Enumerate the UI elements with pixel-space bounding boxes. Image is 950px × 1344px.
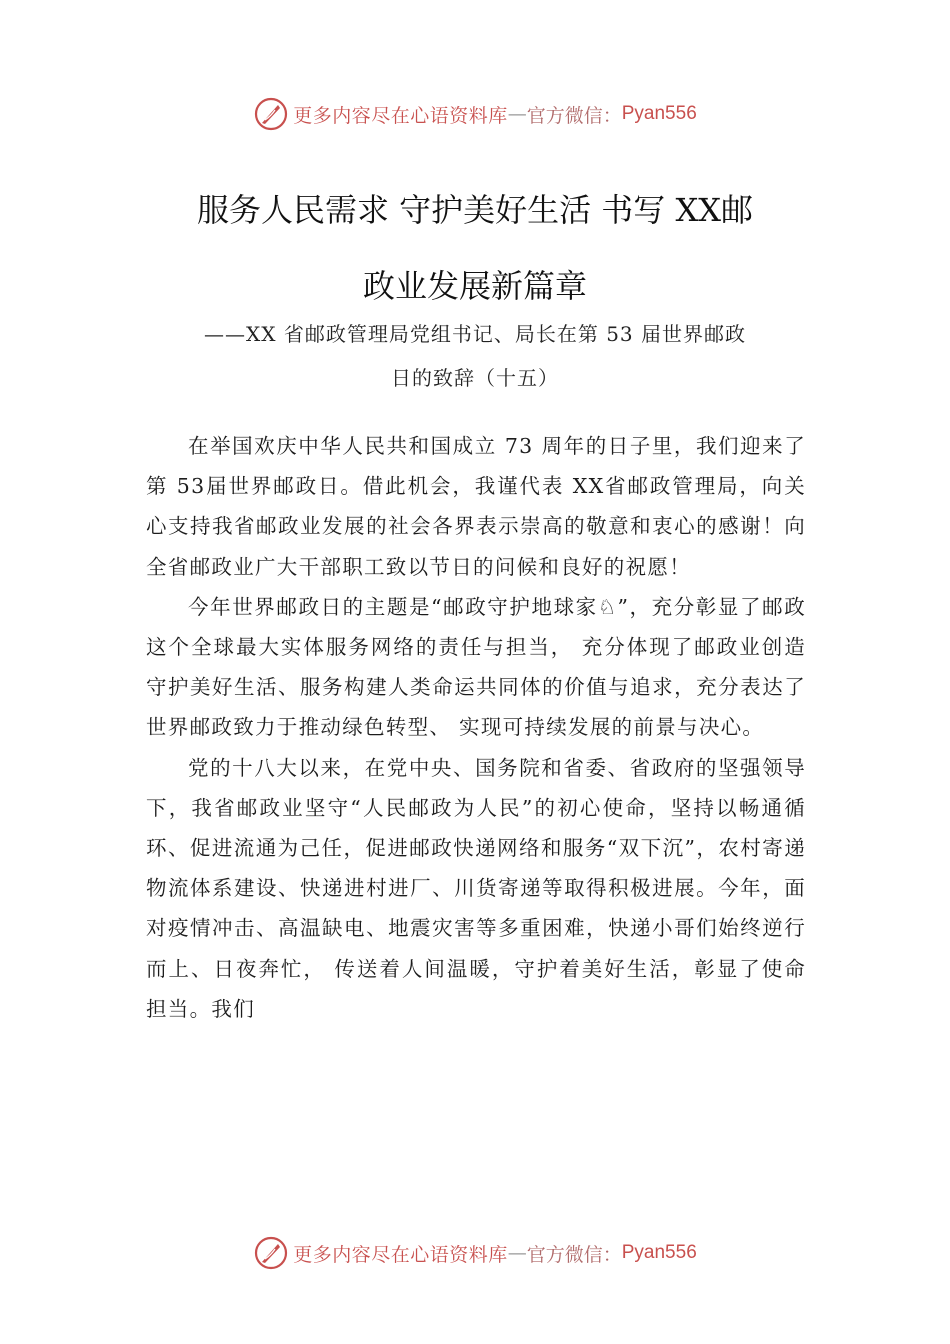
watermark-wechat-id: Pyan556 bbox=[621, 103, 697, 124]
paragraph: 党的十八大以来，在党中央、国务院和省委、省政府的坚强领导下，我省邮政业坚守“人民邮政为人民”的初心使命，坚持以畅通循环、促进流通为己任，促进邮政快递网络和服务“双下沉”，农村寄递物流体系建设、快递进村进厂、川货寄递等取得积极进展。今年，面对疫情冲击、高温缺电、地震灾害等多重困难，快递小哥们始终逆行而上、日夜奔忙， 传送着人间温暖，守护着美好生活，彰显了使命担当。我们 bbox=[146, 755, 806, 1021]
watermark-text: 更多内容尽在心语资料库 bbox=[293, 104, 508, 127]
header-watermark bbox=[0, 94, 950, 134]
watermark-separator: — bbox=[507, 1242, 527, 1264]
subtitle-line-1: ——XX 省邮政管理局党组书记、局长在第 53 届世界邮政 bbox=[204, 322, 746, 346]
watermark-wechat-id: Pyan556 bbox=[621, 1242, 697, 1263]
quill-logo-icon bbox=[253, 1235, 289, 1271]
subtitle-line-2: 日的致辞（十五） bbox=[391, 366, 559, 390]
title-line-2: 政业发展新篇章 bbox=[362, 267, 587, 305]
watermark-label: 官方微信： bbox=[526, 104, 622, 127]
watermark-label: 官方微信： bbox=[526, 1243, 622, 1266]
watermark-separator: — bbox=[507, 103, 527, 125]
watermark-text: 更多内容尽在心语资料库 bbox=[293, 1243, 508, 1266]
paragraph: 今年世界邮政日的主题是“邮政守护地球家♘”，充分彰显了邮政这个全球最大实体服务网络的责任与担当， 充分体现了邮政业创造守护美好生活、服务构建人类命运共同体的价值与追求，充分表达了世界邮政致力于推动绿色转型、 实现可持续发展的前景与决心。 bbox=[146, 594, 806, 740]
title-line-1: 服务人民需求 守护美好生活 书写 XX邮 bbox=[196, 191, 754, 229]
document-subtitle bbox=[145, 312, 805, 400]
document-body bbox=[146, 426, 806, 1029]
paragraph: 在举国欢庆中华人民共和国成立 73 周年的日子里，我们迎来了第 53届世界邮政日。借此机会，我谨代表 XX省邮政管理局，向关心支持我省邮政业发展的社会各界表示崇高的敬意和衷心的感谢！向全省邮政业广大干部职工致以节日的问候和良好的祝愿！ bbox=[146, 434, 806, 579]
footer-watermark bbox=[0, 1233, 950, 1273]
quill-logo-icon bbox=[253, 96, 289, 132]
document-title bbox=[140, 172, 810, 324]
